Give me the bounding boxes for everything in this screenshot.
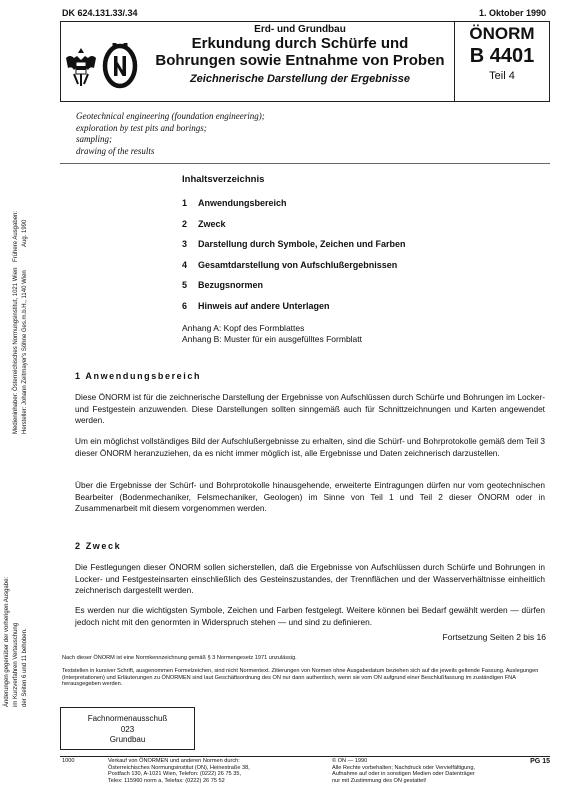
toc-item-number: 1 <box>182 198 188 208</box>
issue-date: 1. Oktober 1990 <box>478 8 546 18</box>
toc-annex-a[interactable]: Anhang A: Kopf des Formblattes <box>182 323 305 333</box>
changes-line: Änderungen gegenüber der vorherigen Ausgabe: <box>4 576 10 707</box>
norm-number: B 4401 <box>469 45 535 67</box>
footnote-marking: Nach dieser ÖNORM ist eine Normkennzeichnung gemäß § 3 Normengesetz 1971 unzulässig. <box>62 655 297 661</box>
section-1-heading: 1 Anwendungsbereich <box>75 371 202 381</box>
norm-part: Teil 4 <box>489 70 515 82</box>
english-title-rule <box>60 163 550 164</box>
english-title <box>76 111 376 157</box>
on-logo-icon <box>102 42 138 90</box>
section-2-paragraph: Es werden nur die wichtigsten Symbole, Zeichen und Farben festgelegt. Weitere können bei Bedarf gewählt werden — dürfen jedoch nicht mit den genormten in Widerspruch stehen — und sind zu definieren. <box>75 605 545 627</box>
section-1-paragraph: Diese ÖNORM ist für die zeichnerische Darstellung der Ergebnisse von Aufschlüssen durch Schürfe und Bohrungen im Locker- und Festgestein anzuwenden. Diese Darstellungen sollten sinngemäß auch für Schnittzeichnungen und Karten angewendet werden. <box>75 392 545 426</box>
austrian-eagle-icon <box>64 46 98 88</box>
english-title-line: sampling; <box>76 134 112 144</box>
price-group: PG 15 <box>530 758 550 765</box>
committee-name: Fachnormenausschuß <box>87 714 168 723</box>
section-1-paragraph: Um ein möglichst vollständiges Bild der Aufschlußergebnisse zu erhalten, sind die Schürf- und Bohrprotokolle gemäß dem Teil 3 dieser ÖNORM heranzuziehen, da es nicht immer möglich ist, alle Ergebnisse und Daten zeichnerisch darzustellen. <box>75 436 545 458</box>
dk-code: DK 624.131.33/.34 <box>62 8 138 18</box>
header-bottom-rule <box>60 101 550 102</box>
topic: Erd- und Grundbau <box>254 24 346 35</box>
changes-line: im Kurzverfahren Vertauschung <box>13 622 19 707</box>
committee-field: Grundbau <box>109 735 146 744</box>
copyright-line: Aufnahme auf oder in sonstigen Medien oder Datenträger <box>332 771 475 778</box>
copyright-line: Alle Rechte vorbehalten; Nachdruck oder Vervielfältigung, <box>332 764 476 771</box>
committee-box <box>60 707 195 750</box>
copyright-line: nur mit Zustimmung des ON gestattet! <box>332 777 427 784</box>
subtitle: Zeichnerische Darstellung der Ergebnisse <box>189 73 411 85</box>
toc-item-number: 5 <box>182 280 188 290</box>
section-2-heading: 2 Zweck <box>75 541 122 551</box>
header-top-rule <box>60 21 550 22</box>
sales-info <box>108 758 298 784</box>
previous-editions-label: Frühere Ausgaben: <box>13 210 19 262</box>
toc-annexes <box>182 323 362 345</box>
manufacturer-line: Hersteller: Johann Zeitmayer's Söhne Ges.m.b.H., 1140 Wien <box>22 270 28 434</box>
toc-item[interactable] <box>182 198 287 208</box>
copyright-info <box>332 758 522 784</box>
sales-line: Österreichisches Normungsinstitut (ON), Heinestraße 38, <box>108 764 250 771</box>
toc-item-number: 4 <box>182 260 188 270</box>
toc-item-number: 2 <box>182 219 188 229</box>
toc-item-label: Hinweis auf andere Unterlagen <box>198 301 330 311</box>
toc-item[interactable] <box>182 301 330 311</box>
toc-item[interactable] <box>182 239 406 249</box>
header-right-rule <box>549 21 550 102</box>
title-line-2: Bohrungen sowie Entnahme von Proben <box>155 52 445 69</box>
toc-item-number: 6 <box>182 301 188 311</box>
norm-label: ÖNORM <box>469 24 535 43</box>
header-left-rule <box>60 21 61 102</box>
toc-annex-b[interactable]: Anhang B: Muster für ein ausgefülltes Formblatt <box>182 334 363 344</box>
changes-line: der Seiten 6 und 11 behoben. <box>22 628 28 707</box>
toc-item[interactable] <box>182 219 226 229</box>
english-title-line: exploration by test pits and borings; <box>76 122 207 133</box>
english-title-line: Geotechnical engineering (foundation engineering); <box>76 111 265 121</box>
toc-item[interactable] <box>182 280 263 290</box>
committee-number: 023 <box>120 724 135 734</box>
toc-item-number: 3 <box>182 239 188 249</box>
toc-item-label: Zweck <box>198 219 226 229</box>
previous-editions-value: Aug. 1990 <box>22 219 28 247</box>
sales-line: Postfach 130, A-1021 Wien, Telefon: (0222) 26 75 35, <box>108 771 241 778</box>
toc-item-label: Anwendungsbereich <box>198 198 287 208</box>
footer-rule <box>60 756 550 757</box>
toc-item-label: Darstellung durch Symbole, Zeichen und Farben <box>198 239 406 249</box>
copyright-line: © ON — 1990 <box>332 758 368 764</box>
title-line-1: Erkundung durch Schürfe und <box>191 35 409 52</box>
toc-item-label: Bezugsnormen <box>198 280 264 290</box>
toc-heading: Inhaltsverzeichnis <box>182 174 265 185</box>
english-title-line: drawing of the results <box>76 145 155 156</box>
publisher-line: Medieninhaber: Österreichisches Normungsinstitut, 1021 Wien <box>13 267 19 434</box>
print-count: 1000 <box>62 758 75 764</box>
sales-line: Telex: 115960 norm a, Telefax: (0222) 26 75 52 <box>108 777 225 784</box>
continuation-note: Fortsetzung Seiten 2 bis 16 <box>442 632 546 642</box>
toc-item[interactable] <box>182 260 397 270</box>
footnote-interpretation: Textstellen in kursiver Schrift, ausgenommen Formelzeichen, sind nicht Normentext. Zitierungen von Normen ohne Ausgabedatum beziehen sich auf die jeweils geltende Fassung. Auslegungen (Interpretationen) und Erläuterungen zu ÖNORMEN sind laut Geschäftsordnung des ON nur dann authentisch, wenn sie vom ON aufgrund einer Beschlußfassung im zuständigen FNA herausgegeben werden. <box>62 668 539 688</box>
toc-item-label: Gesamtdarstellung von Aufschlußergebnissen <box>198 260 398 270</box>
section-2-paragraph: Die Festlegungen dieser ÖNORM sollen sicherstellen, daß die Ergebnisse von Aufschlüssen durch Schürfe und Bohrungen in Locker- und Festgesteinsarten einschließlich des Gesteinszustandes, der Trennflächen und der Wasserverhältnisse einheitlich zeichnerisch dargestellt werden. <box>75 562 545 596</box>
section-1-paragraph: Über die Ergebnisse der Schürf- und Bohrprotokolle hinausgehende, erweiterte Eintragungen dürfen nur vom geotechnischen Bearbeiter (Bodenmechaniker, Felsmechaniker, Geologen) im Sinne von Teil 1 und Teil 2 dieser ÖNORM oder in Zusammenarbeit mit diesem vorgenommen werden. <box>75 480 545 514</box>
sales-line: Verkauf von ÖNORMEN und anderen Normen durch: <box>108 758 240 764</box>
